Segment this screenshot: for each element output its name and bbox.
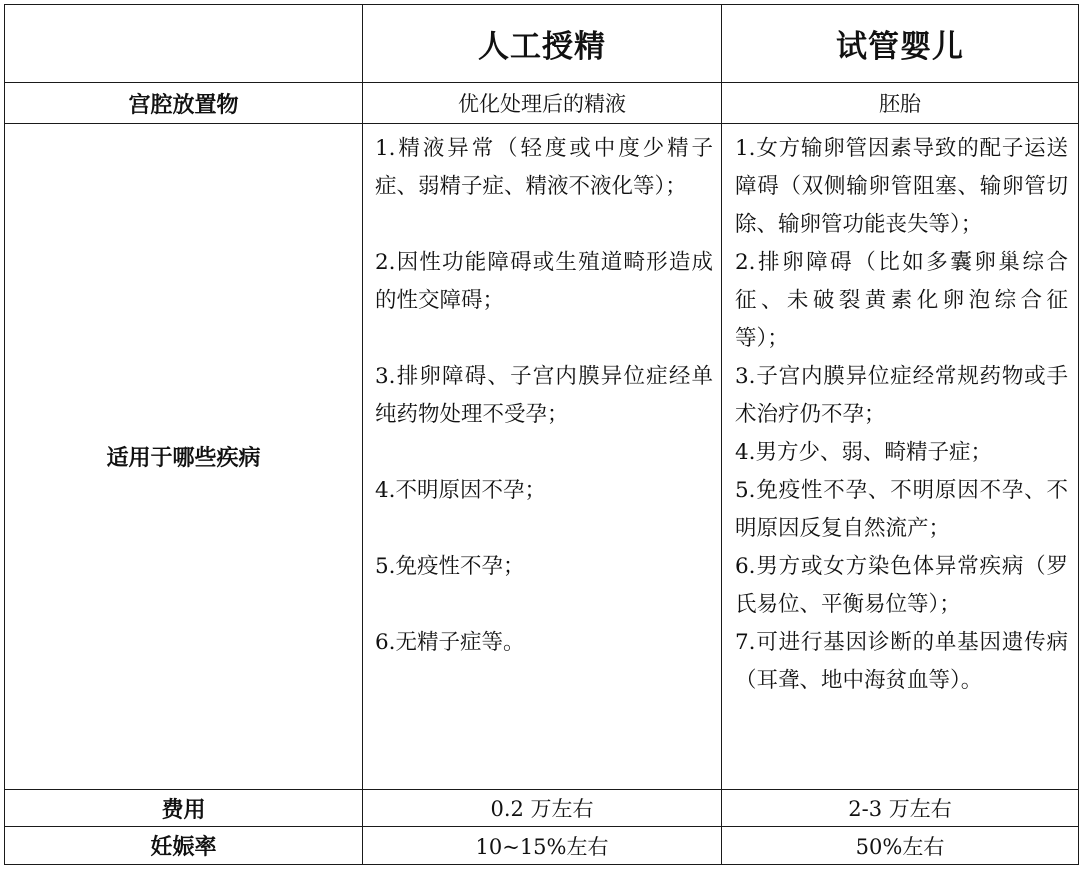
diseases-ivf-item: 7.可进行基因诊断的单基因遗传病（耳聋、地中海贫血等）。 xyxy=(735,630,1068,693)
diseases-ai-cell xyxy=(363,124,722,790)
diseases-ivf-list xyxy=(735,130,1068,700)
placement-ivf-value: 胚胎 xyxy=(722,83,1079,124)
placement-row xyxy=(5,83,1079,124)
diseases-ai-list xyxy=(375,130,713,662)
cost-row xyxy=(5,790,1079,827)
placement-label: 宫腔放置物 xyxy=(5,83,363,124)
diseases-ivf-item: 2.排卵障碍（比如多囊卵巢综合征、未破裂黄素化卵泡综合征等）； xyxy=(735,250,1068,351)
cost-label: 费用 xyxy=(5,790,363,827)
header-row xyxy=(5,5,1079,83)
diseases-ivf-item: 6.男方或女方染色体异常疾病（罗氏易位、平衡易位等）； xyxy=(735,554,1068,617)
cost-ivf-value: 2-3 万左右 xyxy=(722,790,1079,827)
comparison-table-wrapper xyxy=(4,4,1078,865)
placement-ai-value: 优化处理后的精液 xyxy=(363,83,722,124)
diseases-ivf-item: 5.免疫性不孕、不明原因不孕、不明原因反复自然流产； xyxy=(735,478,1068,541)
pregnancy-rate-label: 妊娠率 xyxy=(5,827,363,865)
diseases-ai-item: 6.无精子症等。 xyxy=(375,630,525,655)
header-artificial-insemination: 人工授精 xyxy=(363,5,722,83)
comparison-table xyxy=(4,4,1079,865)
diseases-ivf-cell xyxy=(722,124,1079,790)
pregnancy-rate-ai-value: 10~15%左右 xyxy=(363,827,722,865)
diseases-ai-item: 5.免疫性不孕； xyxy=(375,554,525,579)
diseases-ai-item: 2.因性功能障碍或生殖道畸形造成的性交障碍； xyxy=(375,250,713,313)
pregnancy-rate-ivf-value: 50%左右 xyxy=(722,827,1079,865)
cost-ai-value: 0.2 万左右 xyxy=(363,790,722,827)
diseases-ai-item: 4.不明原因不孕； xyxy=(375,478,547,503)
diseases-ivf-item: 4.男方少、弱、畸精子症； xyxy=(735,440,993,465)
pregnancy-rate-row xyxy=(5,827,1079,865)
header-empty-cell xyxy=(5,5,363,83)
diseases-ai-item: 3.排卵障碍、子宫内膜异位症经单纯药物处理不受孕； xyxy=(375,364,713,427)
diseases-ivf-item: 1.女方输卵管因素导致的配子运送障碍（双侧输卵管阻塞、输卵管切除、输卵管功能丧失等）； xyxy=(735,136,1068,237)
diseases-ivf-item: 3.子宫内膜异位症经常规药物或手术治疗仍不孕； xyxy=(735,364,1068,427)
diseases-row xyxy=(5,124,1079,790)
diseases-label: 适用于哪些疾病 xyxy=(5,124,363,790)
diseases-ai-item: 1.精液异常（轻度或中度少精子症、弱精子症、精液不液化等）； xyxy=(375,136,713,199)
header-ivf: 试管婴儿 xyxy=(722,5,1079,83)
